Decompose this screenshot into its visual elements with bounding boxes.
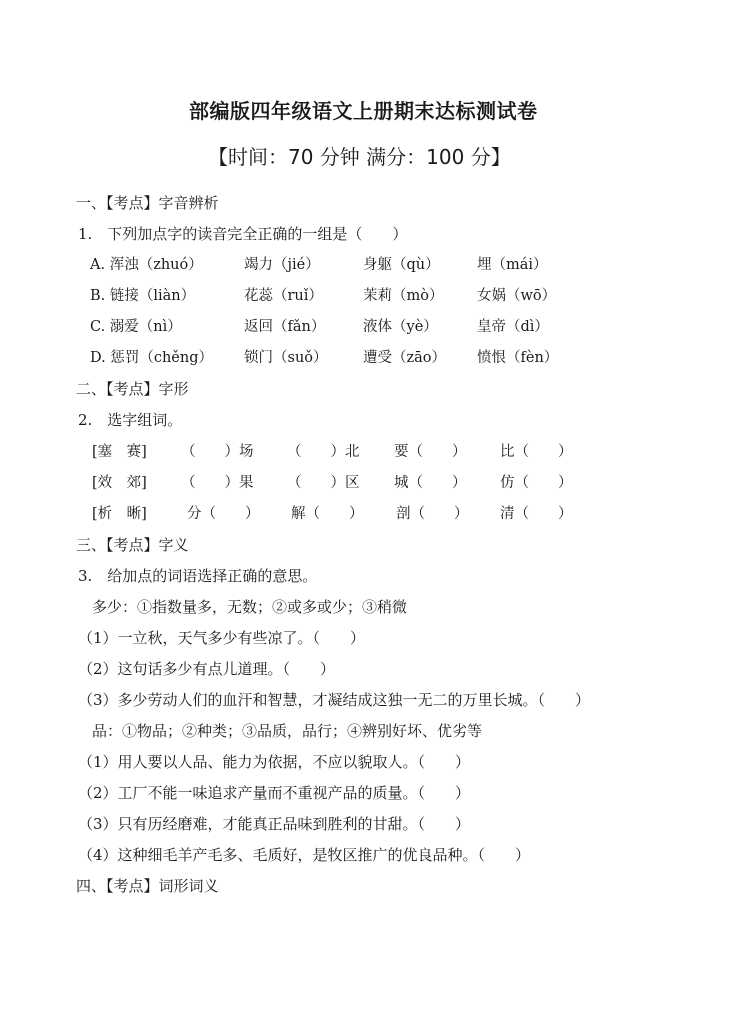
q3-item: （2）工厂不能一味追求产量而不重视产品的质量。（ ） <box>78 784 471 802</box>
q1-option-c-1: C. 溺爱（nì） <box>90 319 182 335</box>
q2-row1-blank-3: 要（ ） <box>394 444 467 460</box>
q2-row3-chars: [析 晰] <box>92 506 147 522</box>
q2-row1-blank-1: （ ）场 <box>181 444 254 460</box>
q1-option-b-2: 花蕊（ruǐ） <box>244 288 323 304</box>
q1-option-d-4: 愤恨（fèn） <box>477 350 559 366</box>
q1-option-a-3: 身躯（qù） <box>363 257 440 273</box>
section-heading-4: 四、【考点】词形词义 <box>76 877 219 895</box>
page-title: 部编版四年级语文上册期末达标测试卷 <box>189 99 538 123</box>
q3-definition-pin: 品：①物品；②种类；③品质，品行；④辨别好坏、优劣等 <box>92 722 483 740</box>
q1-option-c-3: 液体（yè） <box>363 319 438 335</box>
q3-item: （1）用人要以人品、能力为依据，不应以貌取人。（ ） <box>78 753 471 771</box>
q2-row2-blank-1: （ ）果 <box>181 475 254 491</box>
question-1-stem: 1. 下列加点字的读音完全正确的一组是（ ） <box>78 225 408 243</box>
q2-row2-blank-2: （ ）区 <box>287 475 360 491</box>
q1-option-b-3: 茉莉（mò） <box>363 288 444 304</box>
page-subtitle: 【时间：70 分钟 满分：100 分】 <box>208 145 511 169</box>
q2-row3-blank-2: 解（ ） <box>291 506 364 522</box>
q1-option-c-2: 返回（fǎn） <box>244 319 326 335</box>
q1-option-a-2: 竭力（jié） <box>244 257 320 273</box>
q1-option-b-1: B. 链接（liàn） <box>90 288 196 304</box>
question-3-stem: 3. 给加点的词语选择正确的意思。 <box>78 567 318 585</box>
q1-option-d-1: D. 惩罚（chěng） <box>90 350 213 366</box>
q1-option-d-3: 遭受（zāo） <box>363 350 447 366</box>
section-heading-3: 三、【考点】字义 <box>76 536 189 554</box>
q2-row2-blank-3: 城（ ） <box>394 475 467 491</box>
q2-row2-blank-4: 仿（ ） <box>500 475 573 491</box>
question-2-stem: 2. 选字组词。 <box>78 411 183 429</box>
q2-row3-blank-1: 分（ ） <box>187 506 260 522</box>
q3-item: （1）一立秋，天气多少有些凉了。（ ） <box>78 629 366 647</box>
q3-item: （2）这句话多少有点儿道理。（ ） <box>78 660 336 678</box>
q1-option-d-2: 锁门（suǒ） <box>244 350 328 366</box>
q3-definition-duoshao: 多少：①指数量多，无数；②或多或少；③稍微 <box>92 598 408 616</box>
q3-item: （3）只有历经磨难，才能真正品味到胜利的甘甜。（ ） <box>78 815 471 833</box>
q1-option-a-4: 埋（mái） <box>477 257 548 273</box>
q2-row1-blank-4: 比（ ） <box>500 444 573 460</box>
q3-item: （4）这种细毛羊产毛多、毛质好，是牧区推广的优良品种。（ ） <box>78 846 531 864</box>
q1-option-b-4: 女娲（wō） <box>477 288 557 304</box>
section-heading-1: 一、【考点】字音辨析 <box>76 194 219 212</box>
q2-row2-chars: [效 郊] <box>92 475 147 491</box>
q3-item: （3）多少劳动人们的血汗和智慧，才凝结成这独一无二的万里长城。（ ） <box>78 691 591 709</box>
q2-row1-blank-2: （ ）北 <box>287 444 360 460</box>
q2-row3-blank-4: 清（ ） <box>500 506 573 522</box>
q1-option-a-1: A. 浑浊（zhuó） <box>90 257 203 273</box>
q2-row3-blank-3: 剖（ ） <box>396 506 469 522</box>
q1-option-c-4: 皇帝（dì） <box>477 319 549 335</box>
q2-row1-chars: [塞 赛] <box>92 444 147 460</box>
section-heading-2: 二、【考点】字形 <box>76 380 189 398</box>
